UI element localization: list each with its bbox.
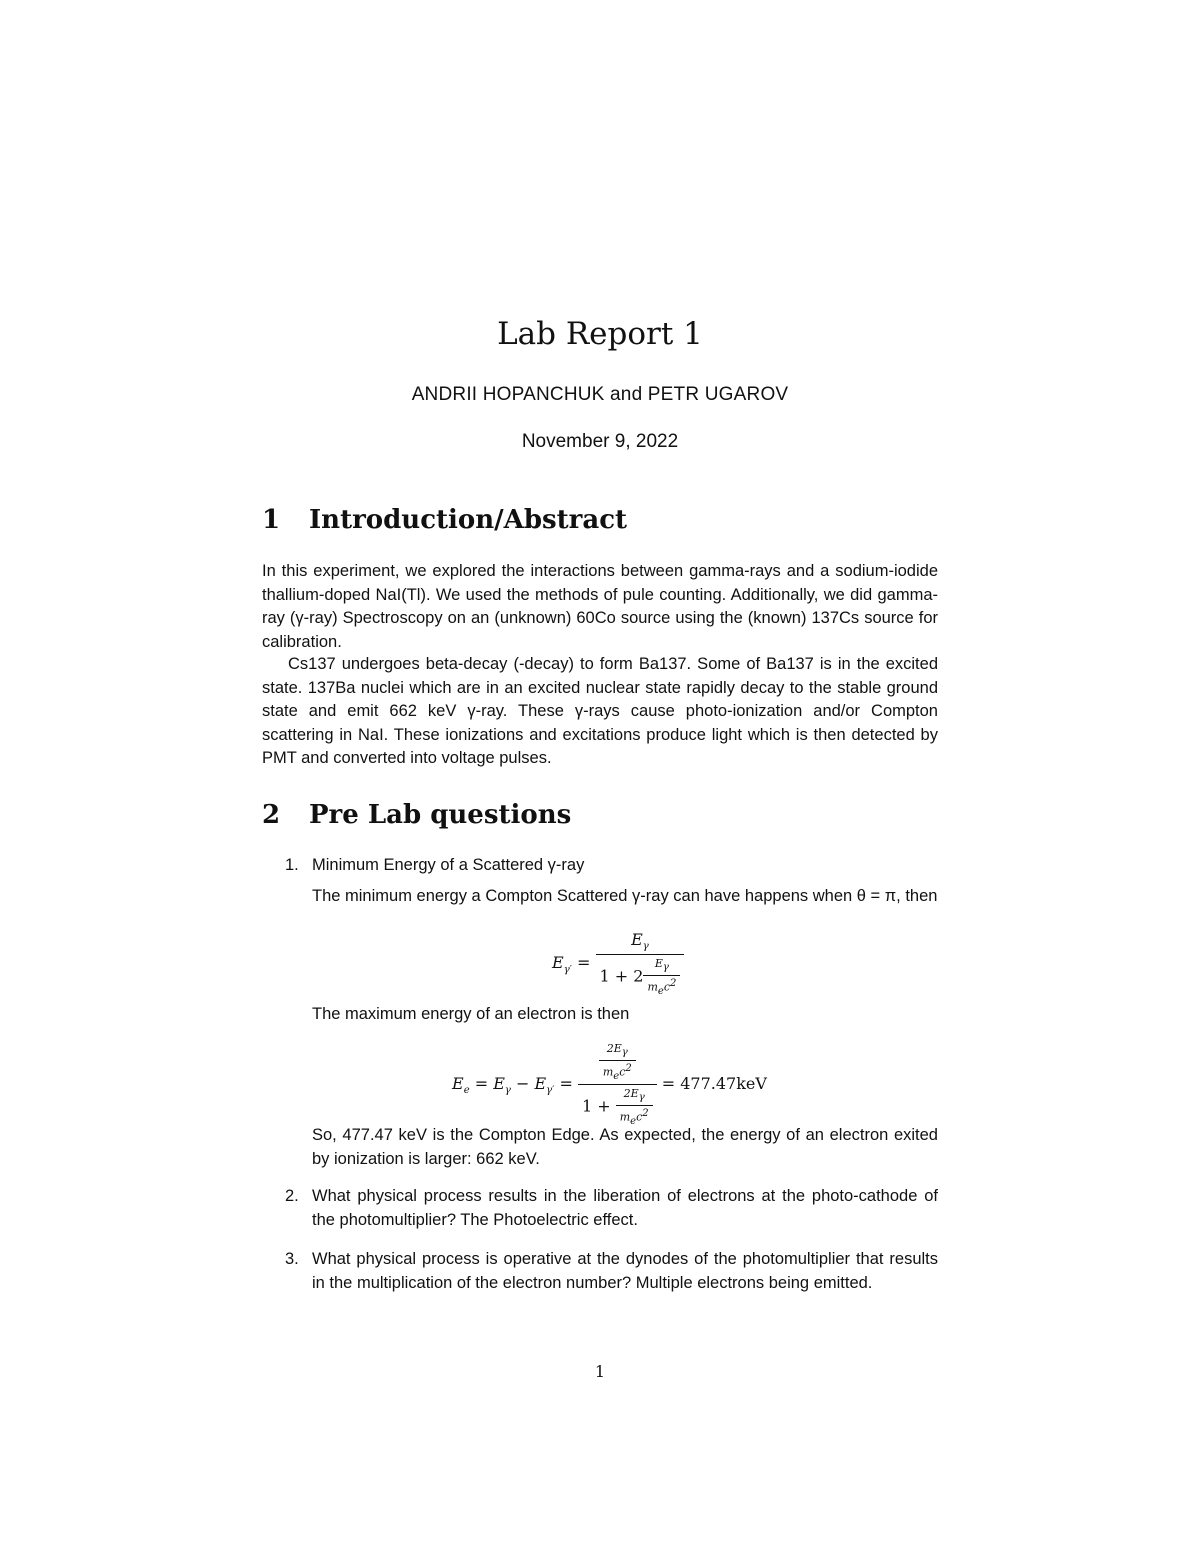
- paper-date: November 9, 2022: [521, 431, 679, 452]
- question-1-text-2: The maximum energy of an electron is then: [312, 1005, 630, 1023]
- paper-authors: ANDRII HOPANCHUK and PETR UGAROV: [411, 384, 789, 405]
- section-number: 2: [262, 800, 281, 830]
- equation-scattered-energy: $E_{\gamma'}$ = $E_\gamma$ 1 + 2 $\frac{E_\gamma}{m_ec^2}$: [552, 930, 684, 997]
- page-number: 1: [594, 1362, 606, 1381]
- equation-electron-energy: $E_e = E_\gamma - E_{\gamma'}$ = $\frac{2E_\gamma}{m_ec^2}$ 1 + $\frac{2E_\gamma}{m_ec^2}$ = 477.47keV: [452, 1042, 767, 1128]
- question-1-text-1: The minimum energy a Compton Scattered γ-ray can have happens when θ = π, then: [312, 887, 938, 905]
- question-2-text: What physical process results in the liberation of electrons at the photo-cathode of the photomultiplier? The Photoelectric effect.: [312, 1187, 938, 1229]
- question-heading: Minimum Energy of a Scattered γ-ray: [312, 856, 585, 874]
- equation-result: = 477.47keV: [661, 1074, 767, 1094]
- paper-title: Lab Report 1: [497, 316, 703, 352]
- section-number: 1: [262, 505, 281, 535]
- list-marker: 2.: [285, 1187, 299, 1205]
- question-3-text: What physical process is operative at the dynodes of the photomultiplier that results in the multiplication of the electron number? Multiple electrons being emitted.: [312, 1250, 938, 1292]
- question-1-text-3: So, 477.47 keV is the Compton Edge. As expected, the energy of an electron exited by ionization is larger: 662 keV.: [312, 1126, 938, 1168]
- section-title: Introduction/Abstract: [309, 505, 628, 535]
- section-title: Pre Lab questions: [309, 800, 572, 830]
- section-heading-prelab: [262, 800, 571, 830]
- list-marker: 1.: [285, 856, 299, 874]
- intro-paragraph-1: In this experiment, we explored the interactions between gamma-rays and a sodium-iodide thallium-doped NaI(Tl). We used the methods of pule counting. Additionally, we did gamma-ray (γ-ray) Spectroscopy on an (unknown) 60Co source using the (known) 137Cs source for calibration.: [262, 562, 938, 651]
- section-heading-introduction: [262, 505, 627, 535]
- list-marker: 3.: [285, 1250, 299, 1268]
- intro-paragraph-2: Cs137 undergoes beta-decay (-decay) to form Ba137. Some of Ba137 is in the excited state. 137Ba nuclei which are in an excited nuclear state rapidly decay to the stable ground state and emit 662 keV γ-ray. These γ-rays cause photo-ionization and/or Compton scattering in NaI. These ionizations and excitations produce light which is then detected by PMT and converted into voltage pulses.: [262, 655, 938, 768]
